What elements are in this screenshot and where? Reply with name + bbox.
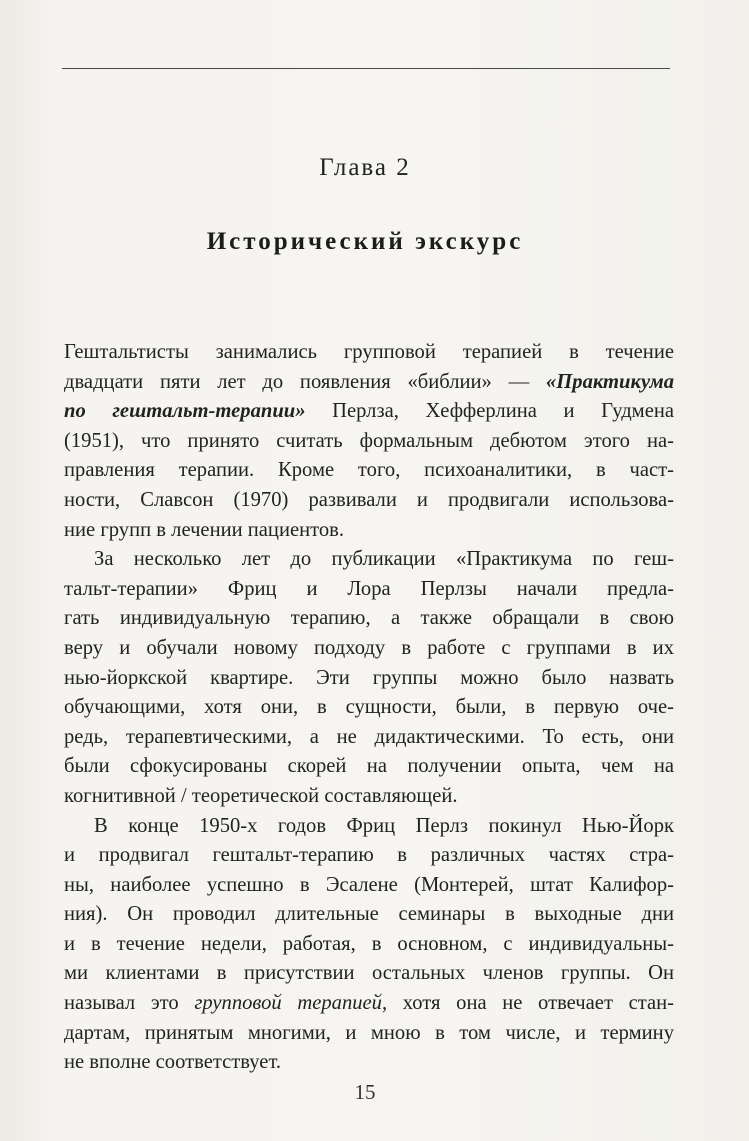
text-line <box>64 989 674 1019</box>
text-run: хотя она не отвечает стан- <box>387 992 674 1015</box>
text-line <box>64 368 674 398</box>
text-run: В конце 1950-х годов Фриц Перлз покинул Нью-Йорк <box>94 814 674 837</box>
text-run: (1951), что принято считать формальным дебютом этого на- <box>64 429 674 452</box>
text-line <box>64 752 674 782</box>
text-run: дартам, принятым многими, и мною в том числе, и термину <box>64 1021 674 1044</box>
italic-text: групповой терапией, <box>194 992 388 1015</box>
text-run: ми клиентами в присутствии остальных членов группы. Он <box>64 962 674 985</box>
text-line <box>64 427 674 457</box>
text-line <box>64 900 674 930</box>
text-run: гать индивидуальную терапию, а также обращали в свою <box>64 607 674 630</box>
bold-italic-text: «Практикума <box>545 370 674 393</box>
text-line <box>64 1019 674 1049</box>
paragraph <box>64 545 674 811</box>
text-run: ности, Славсон (1970) развивали и продвигали использова- <box>64 488 674 511</box>
text-run: правления терапии. Кроме того, психоаналитики, в част- <box>64 459 674 482</box>
text-line <box>64 397 674 427</box>
text-line <box>64 1048 674 1078</box>
text-run: веру и обучали новому подходу в работе с группами в их <box>64 636 674 659</box>
text-line <box>64 871 674 901</box>
text-line <box>64 841 674 871</box>
text-line <box>64 959 674 989</box>
text-line <box>64 545 674 575</box>
text-line <box>64 634 674 664</box>
page-number: 15 <box>354 1080 376 1104</box>
text-run: обучающими, хотя они, в сущности, были, в первую оче- <box>64 696 674 719</box>
text-line <box>64 575 674 605</box>
text-run: были сфокусированы скорей на получении опыта, чем на <box>64 755 674 778</box>
text-line <box>64 456 674 486</box>
text-line <box>64 723 674 753</box>
body-text <box>64 338 674 1078</box>
text-line <box>64 664 674 694</box>
text-run: За несколько лет до публикации «Практикума по геш- <box>94 548 674 571</box>
paragraph <box>64 338 674 545</box>
bold-italic-text: по гештальт-терапии» <box>64 400 306 423</box>
text-run: ния). Он проводил длительные семинары в выходные дни <box>64 903 674 926</box>
text-line <box>64 604 674 634</box>
text-line <box>64 486 674 516</box>
text-line <box>64 338 674 368</box>
text-line <box>64 516 674 546</box>
text-line <box>64 782 674 812</box>
text-run: нью-йоркской квартире. Эти группы можно было назвать <box>64 666 674 689</box>
text-run: когнитивной / теоретической составляющей. <box>64 784 458 807</box>
text-run: редь, терапевтическими, а не дидактическими. То есть, они <box>64 725 674 748</box>
text-run: называл это <box>64 992 195 1015</box>
text-run: Перлза, Хефферлина и Гудмена <box>305 400 675 423</box>
text-run: и продвигал гештальт-терапию в различных частях стра- <box>64 844 674 867</box>
text-run: тальт-терапии» Фриц и Лора Перлзы начали предла- <box>64 577 674 600</box>
chapter-label: Глава 2 <box>319 154 411 181</box>
text-line <box>64 693 674 723</box>
text-line <box>64 812 674 842</box>
text-run: двадцати пяти лет до появления «библии» — <box>64 370 546 393</box>
text-run: ние групп в лечении пациентов. <box>64 518 345 541</box>
paragraph <box>64 812 674 1078</box>
text-run: ны, наиболее успешно в Эсалене (Монтерей, штат Калифор- <box>64 873 674 896</box>
header-rule <box>62 68 670 69</box>
text-run: и в течение недели, работая, в основном, с индивидуальны- <box>64 932 674 955</box>
text-run: Гештальтисты занимались групповой терапией в течение <box>64 341 674 363</box>
chapter-title: Исторический экскурс <box>206 228 524 255</box>
text-run: не вполне соответствует. <box>64 1051 282 1074</box>
text-line <box>64 930 674 960</box>
